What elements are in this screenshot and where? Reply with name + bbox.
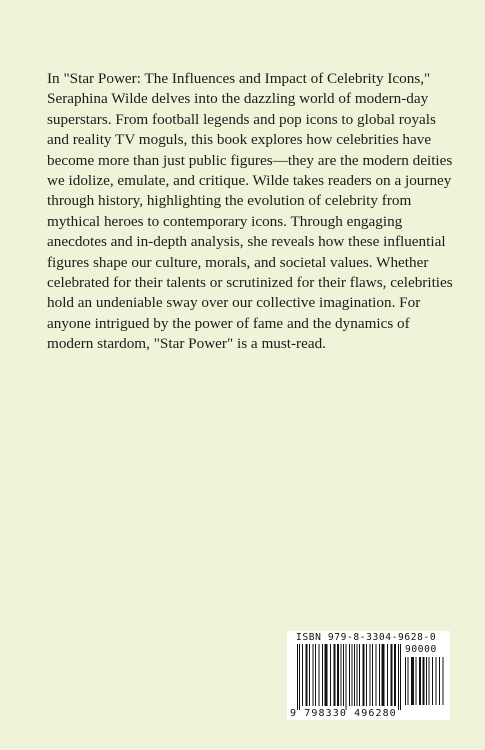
ean-digits: 9 798330 496280 bbox=[290, 708, 397, 719]
barcode-bar bbox=[302, 644, 303, 706]
barcode-bar bbox=[432, 657, 433, 705]
barcode-bar bbox=[346, 644, 347, 710]
barcode-bar bbox=[319, 644, 320, 706]
barcode-bar bbox=[419, 657, 421, 705]
barcode-bar bbox=[349, 644, 350, 706]
barcode-bar bbox=[400, 644, 401, 710]
barcode-bar bbox=[309, 644, 310, 706]
barcode-bar bbox=[341, 644, 342, 706]
barcode-bar bbox=[443, 657, 444, 705]
barcode-bar bbox=[343, 644, 344, 706]
barcode-bar bbox=[297, 644, 298, 710]
barcode-bar bbox=[370, 644, 371, 706]
barcode-bar bbox=[337, 644, 339, 706]
barcode-bar bbox=[306, 644, 308, 706]
barcode-bar bbox=[398, 644, 399, 710]
barcode-bar bbox=[354, 644, 355, 706]
isbn-barcode bbox=[287, 631, 450, 720]
barcode-bar bbox=[376, 644, 377, 706]
barcode-bar bbox=[391, 644, 393, 706]
barcode-bar bbox=[426, 657, 427, 705]
barcode-bar bbox=[416, 657, 417, 705]
barcode-bar bbox=[394, 644, 396, 706]
barcode-bar bbox=[411, 657, 414, 705]
barcode-bar bbox=[325, 644, 328, 706]
barcode-bar bbox=[387, 644, 388, 706]
isbn-label: ISBN 979-8-3304-9628-0 bbox=[296, 632, 437, 643]
barcode-bar bbox=[363, 644, 365, 706]
barcode-bar bbox=[359, 644, 360, 706]
barcode-bar bbox=[315, 644, 316, 706]
barcode-bar bbox=[382, 644, 385, 706]
barcode-bar bbox=[429, 657, 430, 705]
barcode-bar bbox=[334, 644, 336, 706]
book-blurb: In "Star Power: The Influences and Impact of Celebrity Icons," Seraphina Wilde delves into the dazzling world of modern-day superstars. From football legends and pop icons to global royals and reality TV moguls, this book explores how celebrities have become more than just public figures—they are the modern deities we idolize, emulate, and critique. Wilde takes readers on a journey through history, highlighting the evolution of celebrity from mythical heroes to contemporary icons. Through engaging anecdotes and in-depth analysis, she reveals how these influential figures shape our culture, morals, and societal values. Whether celebrated for their talents or scrutinized for their flaws, celebrities hold an undeniable sway over our collective imagination. For anyone intrigued by the power of fame and the dynamics of modern stardom, "Star Power" is a must-read. bbox=[47, 70, 453, 353]
barcode-bar bbox=[408, 657, 409, 705]
barcode-bar bbox=[439, 657, 440, 705]
barcode-bar bbox=[405, 657, 406, 705]
barcode-bar bbox=[436, 657, 437, 705]
barcode-bar bbox=[322, 644, 323, 706]
barcode-bar bbox=[357, 644, 358, 706]
barcode-bar bbox=[299, 644, 300, 710]
barcode-bar bbox=[423, 657, 425, 705]
price-code: 90000 bbox=[405, 644, 437, 655]
barcode-bar bbox=[379, 644, 380, 706]
barcode-bar bbox=[352, 644, 353, 706]
barcode-bar bbox=[313, 644, 314, 706]
barcode-bar bbox=[330, 644, 331, 706]
barcode-bar bbox=[372, 644, 373, 706]
barcode-bar bbox=[366, 644, 367, 706]
